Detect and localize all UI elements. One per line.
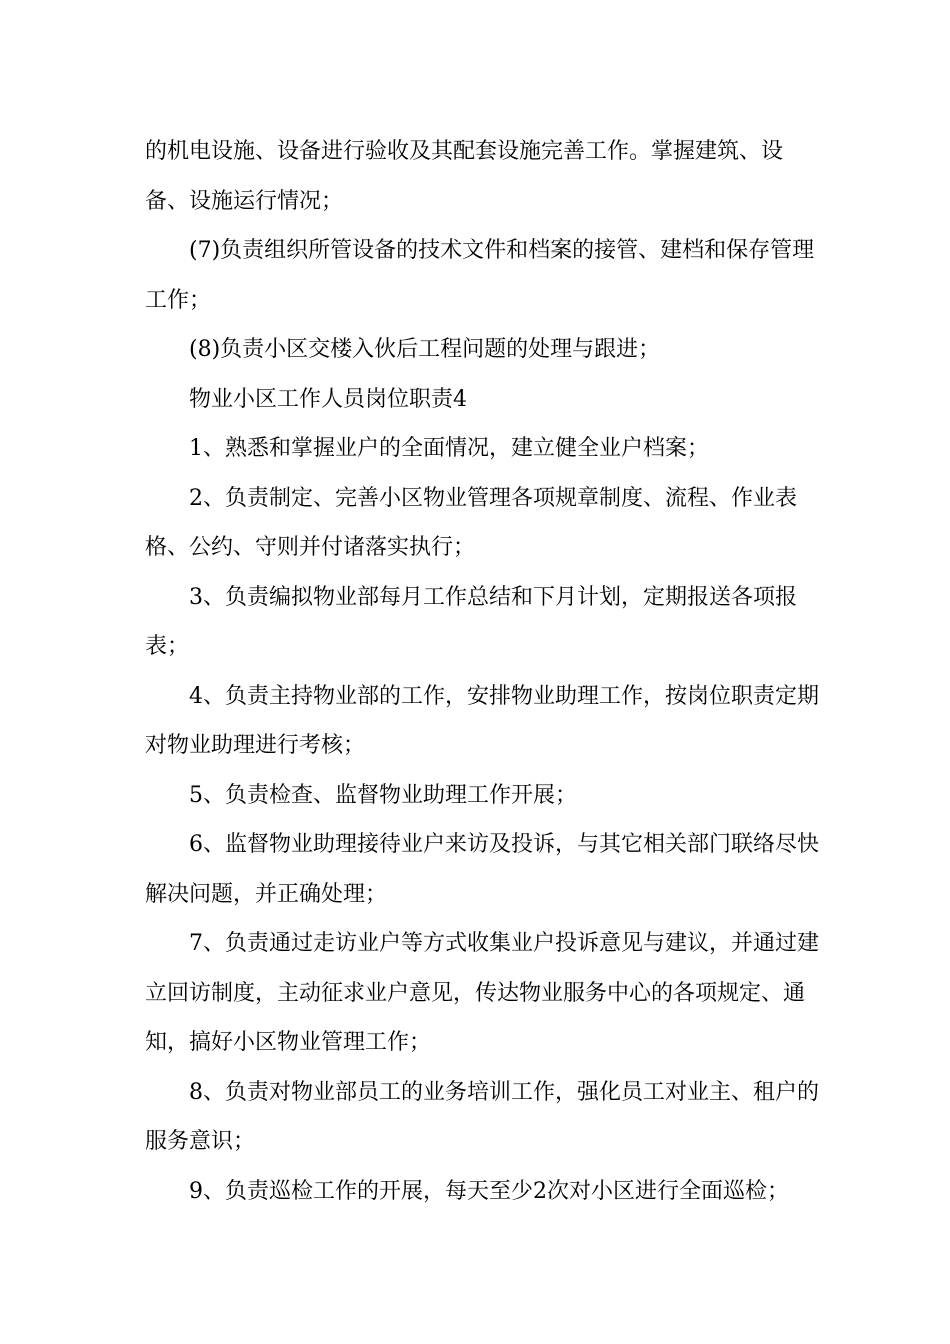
paragraph-2: (7)负责组织所管设备的技术文件和档案的接管、建档和保存管理工作； — [145, 238, 815, 313]
list-item-8: 8、负责对物业部员工的业务培训工作，强化员工对业主、租户的服务意识； — [145, 1079, 819, 1154]
document-body — [145, 127, 825, 1216]
paragraph-3: (8)负责小区交楼入伙后工程问题的处理与跟进； — [189, 337, 661, 362]
list-item-2: 2、负责制定、完善小区物业管理各项规章制度、流程、作业表格、公约、守则并付诸落实执行； — [145, 485, 797, 560]
list-item-7: 7、负责通过走访业户等方式收集业户投诉意见与建议，并通过建立回访制度，主动征求业户意见，传达物业服务中心的各项规定、通知，搞好小区物业管理工作； — [145, 931, 819, 1055]
list-item-1: 1、熟悉和掌握业户的全面情况，建立健全业户档案； — [189, 436, 709, 461]
list-item-5: 5、负责检查、监督物业助理工作开展； — [189, 782, 577, 808]
list-item-6: 6、监督物业助理接待业户来访及投诉，与其它相关部门联络尽快解决问题，并正确处理； — [145, 832, 819, 907]
list-item-9: 9、负责巡检工作的开展，每天至少2次对小区进行全面巡检； — [189, 1178, 789, 1204]
section-heading: 物业小区工作人员岗位职责4 — [189, 386, 467, 412]
list-item-3: 3、负责编拟物业部每月工作总结和下月计划，定期报送各项报表； — [145, 584, 797, 659]
list-item-4: 4、负责主持物业部的工作，安排物业助理工作，按岗位职责定期对物业助理进行考核； — [145, 683, 819, 758]
paragraph-1: 的机电设施、设备进行验收及其配套设施完善工作。掌握建筑、设备、设施运行情况； — [145, 139, 784, 214]
